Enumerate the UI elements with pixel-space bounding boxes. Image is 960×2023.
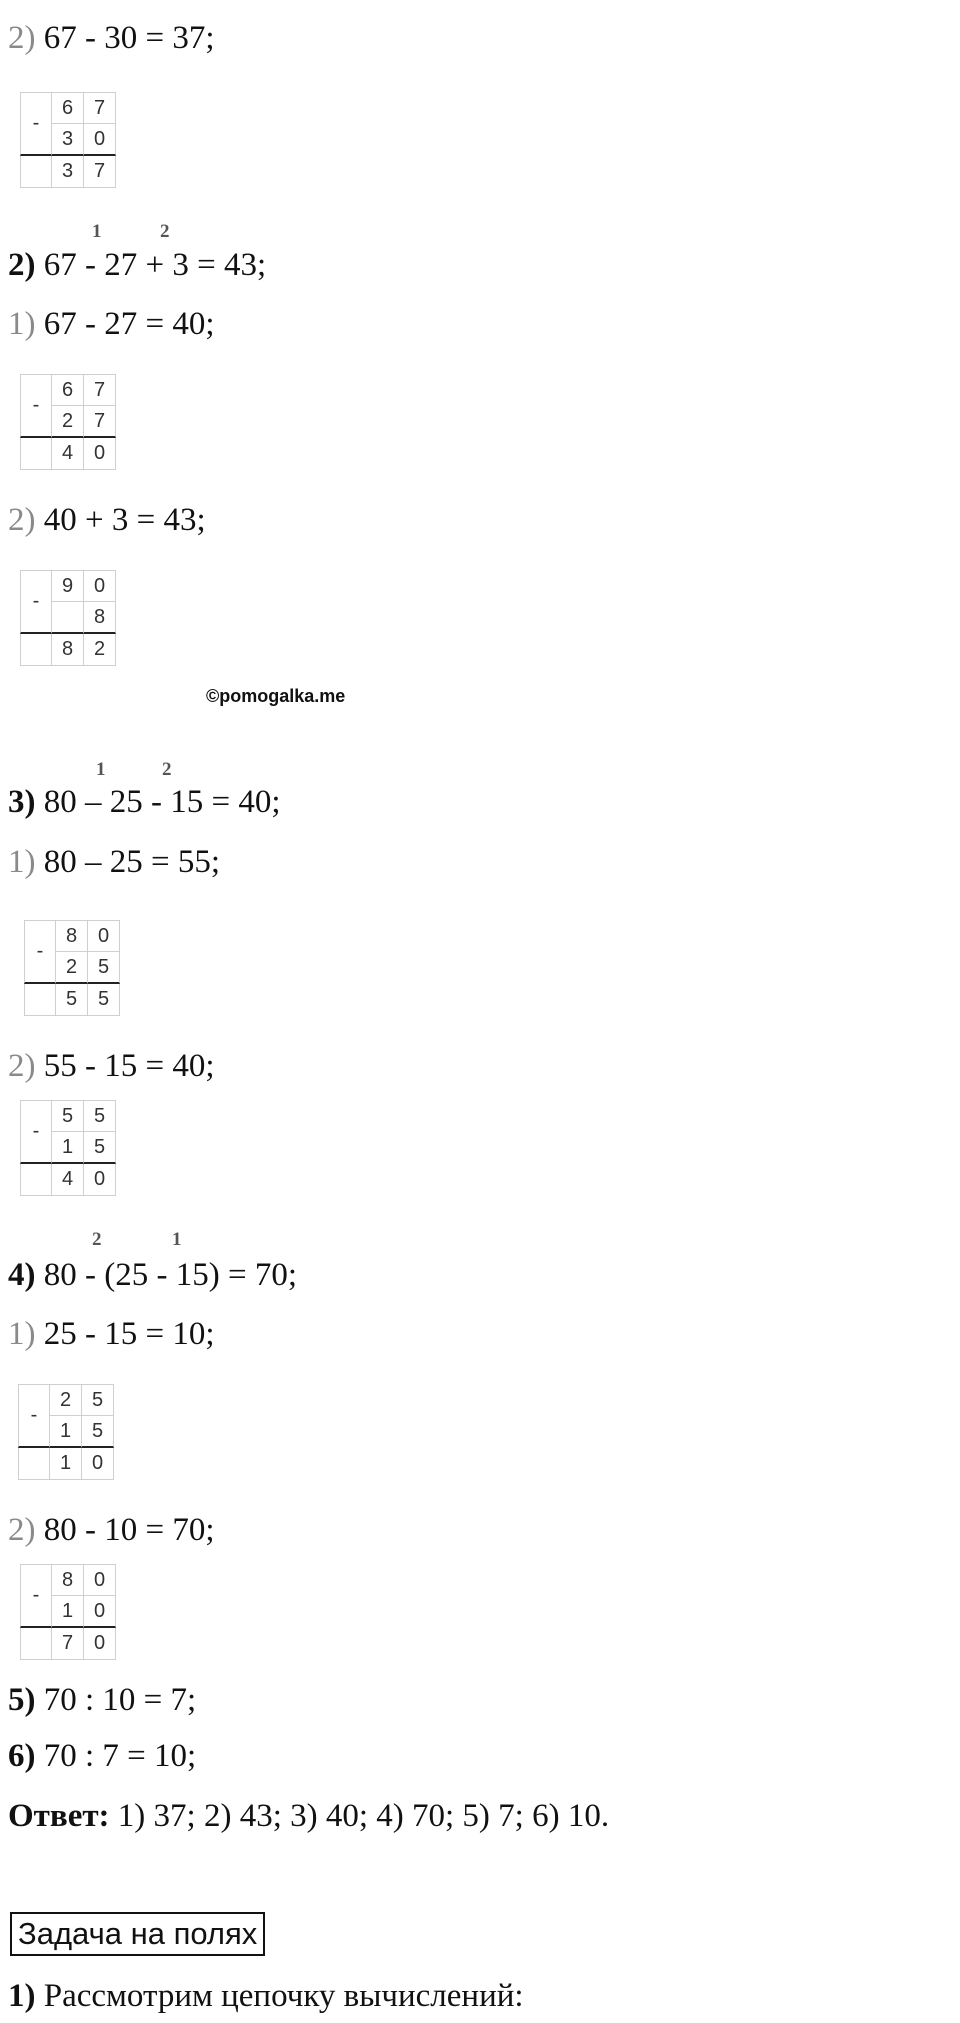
column-subtraction — [20, 374, 116, 470]
equation-text: 67 - 27 + 3 = 43; — [35, 247, 267, 283]
digit-cell: 6 — [52, 374, 84, 406]
task-number: 3) — [8, 784, 36, 820]
digit-cell: 0 — [84, 1564, 116, 1596]
equation-line — [8, 782, 281, 822]
equation-text: 67 - 30 = 37; — [35, 20, 215, 56]
digit-cell — [20, 634, 52, 666]
minus-sign: - — [24, 920, 56, 984]
equation-line — [8, 500, 206, 540]
step-number: 1) — [8, 1316, 36, 1352]
digit-cell: 8 — [52, 634, 84, 666]
equation-line — [8, 1976, 524, 2016]
digit-cell: 1 — [50, 1448, 82, 1480]
sentence-text: Рассмотрим цепочку вычислений: — [35, 1978, 524, 2014]
equation-text: 70 : 7 = 10; — [35, 1738, 197, 1774]
minus-sign: - — [18, 1384, 50, 1448]
digit-cell: 7 — [84, 406, 116, 438]
task-number: 2) — [8, 247, 36, 283]
digit-cell: 3 — [52, 124, 84, 156]
equation-text: 67 - 27 = 40; — [35, 306, 215, 342]
equation-line — [8, 245, 266, 285]
digit-cell — [24, 984, 56, 1016]
step-number: 2) — [8, 502, 36, 538]
digit-cell: 0 — [84, 124, 116, 156]
digit-cell: 4 — [52, 438, 84, 470]
equation-text: 40 + 3 = 43; — [35, 502, 206, 538]
order-mark: 2 — [92, 1229, 102, 1250]
step-number: 1) — [8, 844, 36, 880]
digit-cell: 7 — [84, 374, 116, 406]
digit-cell — [20, 156, 52, 188]
task-number: 5) — [8, 1682, 36, 1718]
equation-line — [8, 1255, 297, 1295]
digit-cell: 3 — [52, 156, 84, 188]
task-box-heading: Задача на полях — [10, 1912, 265, 1956]
digit-cell: 8 — [52, 1564, 84, 1596]
digit-cell: 4 — [52, 1164, 84, 1196]
equation-line — [8, 1046, 215, 1086]
minus-sign: - — [20, 92, 52, 156]
column-subtraction — [20, 1100, 116, 1196]
minus-sign: - — [20, 374, 52, 438]
digit-cell: 0 — [84, 1164, 116, 1196]
column-subtraction — [20, 92, 116, 188]
digit-cell: 0 — [84, 570, 116, 602]
digit-cell: 0 — [84, 1596, 116, 1628]
digit-cell: 5 — [82, 1384, 114, 1416]
answer-text: 1) 37; 2) 43; 3) 40; 4) 70; 5) 7; 6) 10. — [109, 1798, 610, 1834]
digit-cell: 7 — [84, 156, 116, 188]
digit-cell: 1 — [52, 1596, 84, 1628]
minus-sign: - — [20, 1100, 52, 1164]
minus-sign: - — [20, 1564, 52, 1628]
digit-cell: 0 — [88, 920, 120, 952]
column-subtraction — [18, 1384, 114, 1480]
digit-cell — [52, 602, 84, 634]
order-mark: 1 — [92, 221, 102, 242]
digit-cell: 0 — [82, 1448, 114, 1480]
equation-line — [8, 1314, 215, 1354]
digit-cell: 6 — [52, 92, 84, 124]
equation-line — [8, 842, 220, 882]
equation-line — [8, 304, 215, 344]
order-mark: 2 — [160, 221, 170, 242]
digit-cell: 5 — [88, 984, 120, 1016]
digit-cell: 5 — [56, 984, 88, 1016]
equation-text: 55 - 15 = 40; — [35, 1048, 215, 1084]
answer-line — [8, 1796, 609, 1836]
digit-cell: 0 — [84, 438, 116, 470]
step-number: 1) — [8, 306, 36, 342]
digit-cell: 5 — [84, 1132, 116, 1164]
equation-text: 80 – 25 - 15 = 40; — [35, 784, 281, 820]
digit-cell: 5 — [52, 1100, 84, 1132]
digit-cell: 7 — [52, 1628, 84, 1660]
step-number: 2) — [8, 20, 36, 56]
answer-label: Ответ: — [8, 1798, 110, 1834]
step-number: 2) — [8, 1512, 36, 1548]
equation-line — [8, 18, 215, 58]
task-number: 1) — [8, 1978, 36, 2014]
order-mark: 1 — [172, 1229, 182, 1250]
order-mark: 2 — [162, 759, 172, 780]
digit-cell: 2 — [56, 952, 88, 984]
digit-cell: 0 — [84, 1628, 116, 1660]
digit-cell: 5 — [84, 1100, 116, 1132]
equation-text: 80 - (25 - 15) = 70; — [35, 1257, 297, 1293]
digit-cell: 2 — [84, 634, 116, 666]
equation-text: 25 - 15 = 10; — [35, 1316, 215, 1352]
equation-text: 80 - 10 = 70; — [35, 1512, 215, 1548]
digit-cell — [20, 1164, 52, 1196]
digit-cell — [20, 1628, 52, 1660]
order-mark: 1 — [96, 759, 106, 780]
digit-cell: 5 — [88, 952, 120, 984]
step-number: 2) — [8, 1048, 36, 1084]
equation-text: 70 : 10 = 7; — [35, 1682, 197, 1718]
digit-cell: 1 — [50, 1416, 82, 1448]
minus-sign: - — [20, 570, 52, 634]
task-number: 4) — [8, 1257, 36, 1293]
digit-cell: 1 — [52, 1132, 84, 1164]
digit-cell: 2 — [50, 1384, 82, 1416]
task-number: 6) — [8, 1738, 36, 1774]
digit-cell — [20, 438, 52, 470]
equation-line — [8, 1736, 196, 1776]
equation-text: 80 – 25 = 55; — [35, 844, 221, 880]
equation-line — [8, 1510, 215, 1550]
column-subtraction — [20, 1564, 116, 1660]
digit-cell: 8 — [56, 920, 88, 952]
digit-cell: 5 — [82, 1416, 114, 1448]
digit-cell — [18, 1448, 50, 1480]
watermark: ©pomogalka.me — [206, 686, 346, 706]
equation-line — [8, 1680, 196, 1720]
digit-cell: 2 — [52, 406, 84, 438]
digit-cell: 9 — [52, 570, 84, 602]
column-subtraction — [20, 570, 116, 666]
digit-cell: 8 — [84, 602, 116, 634]
column-subtraction — [24, 920, 120, 1016]
digit-cell: 7 — [84, 92, 116, 124]
